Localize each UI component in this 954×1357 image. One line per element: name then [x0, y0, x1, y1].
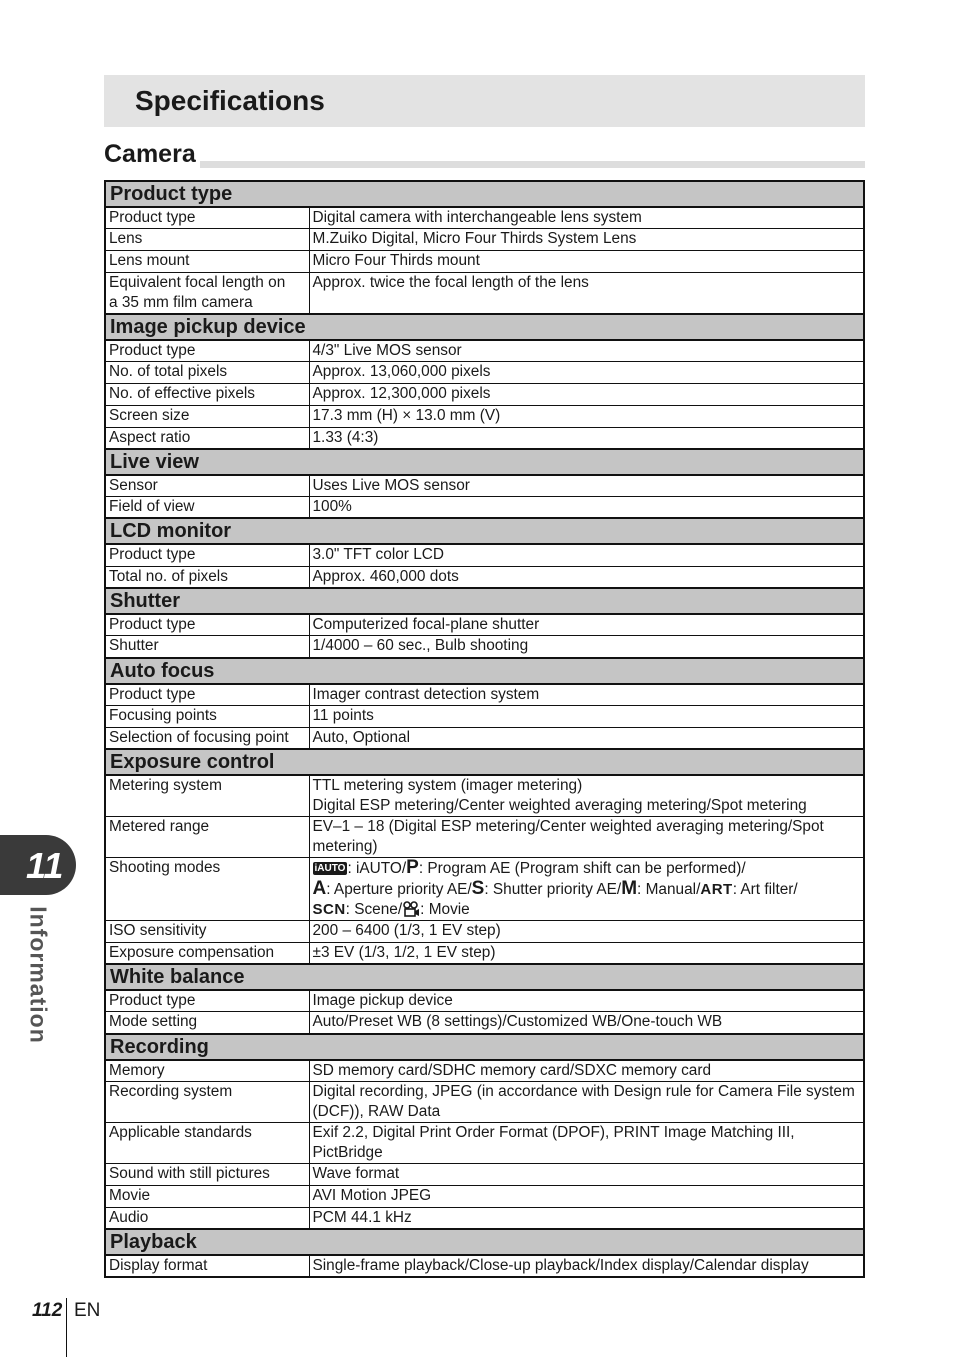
page-title: Specifications	[135, 85, 325, 116]
spec-value: Approx. 13,060,000 pixels	[309, 362, 864, 384]
group-header-row	[105, 314, 864, 340]
spec-label: Metered range	[105, 817, 309, 858]
spec-value: EV–1 – 18 (Digital ESP metering/Center weighted averaging metering/Spot metering)	[309, 817, 864, 858]
exposure-group	[105, 749, 864, 964]
spec-label: Product type	[105, 614, 309, 636]
spec-value: 11 points	[309, 705, 864, 727]
group-header-row	[105, 1229, 864, 1255]
spec-value: SD memory card/SDHC memory card/SDXC memory card	[309, 1060, 864, 1082]
shooting-modes-value	[309, 858, 864, 921]
spec-value: 17.3 mm (H) × 13.0 mm (V)	[309, 405, 864, 427]
scn-mode-icon: SCN	[312, 901, 346, 919]
spec-value: Computerized focal-plane shutter	[309, 614, 864, 636]
spec-label: Aspect ratio	[105, 427, 309, 449]
section-title: Camera	[104, 140, 200, 169]
table-row	[105, 251, 864, 273]
table-row	[105, 544, 864, 566]
spec-label: Recording system	[105, 1082, 309, 1123]
spec-value: M.Zuiko Digital, Micro Four Thirds System Lens	[309, 229, 864, 251]
spec-label: Product type	[105, 544, 309, 566]
chapter-tab	[0, 835, 76, 895]
group-title: Auto focus	[105, 658, 864, 684]
spec-value: Image pickup device	[309, 990, 864, 1012]
mode-text: : Movie	[420, 901, 470, 919]
spec-label: Lens	[105, 229, 309, 251]
table-row	[105, 475, 864, 497]
spec-value: 3.0" TFT color LCD	[309, 544, 864, 566]
spec-label: Audio	[105, 1207, 309, 1229]
table-row	[105, 705, 864, 727]
table-row	[105, 1082, 864, 1123]
spec-value: 100%	[309, 497, 864, 519]
spec-label: Equivalent focal length on a 35 mm film camera	[105, 272, 309, 314]
spec-label: Lens mount	[105, 251, 309, 273]
table-row	[105, 1207, 864, 1229]
chapter-number: 11	[26, 845, 64, 886]
group-header-row	[105, 181, 864, 207]
table-row	[105, 990, 864, 1012]
table-row	[105, 942, 864, 964]
table-row	[105, 362, 864, 384]
spec-value: Approx. 12,300,000 pixels	[309, 383, 864, 405]
spec-label: Applicable standards	[105, 1123, 309, 1164]
group-header-row	[105, 658, 864, 684]
spec-value: 4/3" Live MOS sensor	[309, 340, 864, 362]
group-title: Live view	[105, 449, 864, 475]
spec-value: Digital recording, JPEG (in accordance with Design rule for Camera File system (DCF)), RAW Data	[309, 1082, 864, 1123]
group-header-row	[105, 964, 864, 990]
group-header-row	[105, 1034, 864, 1060]
mode-text: : Art filter/	[732, 881, 798, 899]
table-row	[105, 636, 864, 658]
spec-value: Digital camera with interchangeable lens system	[309, 207, 864, 229]
footer-divider	[66, 1298, 67, 1357]
spec-value: PCM 44.1 kHz	[309, 1207, 864, 1229]
a-mode-icon: A	[312, 878, 327, 900]
table-row	[105, 272, 864, 314]
language-code: EN	[74, 1300, 101, 1321]
title-bar	[104, 75, 865, 127]
table-row	[105, 1185, 864, 1207]
spec-label: Mode setting	[105, 1012, 309, 1034]
spec-label: No. of effective pixels	[105, 383, 309, 405]
chapter-label: Information	[25, 906, 52, 1044]
spec-value: Wave format	[309, 1164, 864, 1186]
spec-label: Shutter	[105, 636, 309, 658]
art-mode-icon: ART	[700, 881, 733, 899]
group-title: White balance	[105, 964, 864, 990]
table-row	[105, 340, 864, 362]
group-title: LCD monitor	[105, 518, 864, 544]
spec-value: Uses Live MOS sensor	[309, 475, 864, 497]
table-row	[105, 1164, 864, 1186]
spec-value: Exif 2.2, Digital Print Order Format (DPOF), PRINT Image Matching III, PictBridge	[309, 1123, 864, 1164]
mode-text: : iAUTO/	[347, 860, 407, 878]
mode-text: : Manual/	[637, 881, 701, 899]
m-mode-icon: M	[621, 878, 638, 900]
table-row	[105, 427, 864, 449]
group-header-row	[105, 588, 864, 614]
mode-text: : Aperture priority AE/	[326, 881, 472, 899]
table-row	[105, 1060, 864, 1082]
spec-value: Auto/Preset WB (8 settings)/Customized WB/One-touch WB	[309, 1012, 864, 1034]
spec-value: Auto, Optional	[309, 727, 864, 749]
spec-label: Product type	[105, 684, 309, 706]
spec-value: 1/4000 – 60 sec., Bulb shooting	[309, 636, 864, 658]
spec-table-body-b	[105, 964, 864, 1277]
spec-label: Shooting modes	[105, 858, 309, 921]
spec-label: Focusing points	[105, 705, 309, 727]
table-row	[105, 921, 864, 943]
spec-value: 200 – 6400 (1/3, 1 EV step)	[309, 921, 864, 943]
table-row	[105, 727, 864, 749]
table-row	[105, 566, 864, 588]
p-mode-icon: P	[406, 857, 419, 879]
mode-text: : Program AE (Program shift can be performed)/	[418, 860, 746, 878]
group-title: Image pickup device	[105, 314, 864, 340]
spec-value: Imager contrast detection system	[309, 684, 864, 706]
spec-label: Product type	[105, 340, 309, 362]
page-number: 112	[32, 1300, 63, 1321]
s-mode-icon: S	[471, 878, 485, 900]
table-row	[105, 614, 864, 636]
spec-value: Approx. twice the focal length of the lens	[309, 272, 864, 314]
spec-label: Exposure compensation	[105, 942, 309, 964]
group-title: Playback	[105, 1229, 864, 1255]
spec-value: 1.33 (4:3)	[309, 427, 864, 449]
group-title: Product type	[105, 181, 864, 207]
spec-value: Micro Four Thirds mount	[309, 251, 864, 273]
spec-value: Approx. 460,000 dots	[309, 566, 864, 588]
section-rule	[104, 161, 865, 168]
group-header-row	[105, 518, 864, 544]
spec-label: Movie	[105, 1185, 309, 1207]
table-row	[105, 383, 864, 405]
group-header-row	[105, 449, 864, 475]
group-title: Shutter	[105, 588, 864, 614]
spec-label: Selection of focusing point	[105, 727, 309, 749]
spec-label: Metering system	[105, 775, 309, 817]
spec-value: ±3 EV (1/3, 1/2, 1 EV step)	[309, 942, 864, 964]
movie-camera-icon	[402, 901, 420, 917]
table-row	[105, 817, 864, 858]
table-row	[105, 1012, 864, 1034]
mode-text: : Shutter priority AE/	[484, 881, 622, 899]
spec-table	[104, 180, 865, 1278]
table-row	[105, 858, 864, 921]
group-header-row	[105, 749, 864, 775]
spec-label: Screen size	[105, 405, 309, 427]
spec-label: Product type	[105, 990, 309, 1012]
table-row	[105, 684, 864, 706]
table-row	[105, 207, 864, 229]
spec-label: Total no. of pixels	[105, 566, 309, 588]
spec-label: Display format	[105, 1255, 309, 1277]
mode-text: : Scene/	[345, 901, 403, 919]
table-row	[105, 1123, 864, 1164]
table-row	[105, 1255, 864, 1277]
spec-label: No. of total pixels	[105, 362, 309, 384]
spec-label: ISO sensitivity	[105, 921, 309, 943]
table-row	[105, 775, 864, 817]
section-header	[104, 140, 865, 170]
spec-value: TTL metering system (imager metering) Digital ESP metering/Center weighted averaging metering/Spot metering	[309, 775, 864, 817]
spec-label: Field of view	[105, 497, 309, 519]
group-title: Recording	[105, 1034, 864, 1060]
group-title: Exposure control	[105, 749, 864, 775]
table-row	[105, 229, 864, 251]
spec-label: Sound with still pictures	[105, 1164, 309, 1186]
spec-label: Product type	[105, 207, 309, 229]
table-row	[105, 497, 864, 519]
table-row	[105, 405, 864, 427]
iauto-mode-icon: iAUTO	[314, 863, 346, 875]
spec-value: Single-frame playback/Close-up playback/Index display/Calendar display	[309, 1255, 864, 1277]
spec-label: Sensor	[105, 475, 309, 497]
spec-table-body-a	[105, 181, 864, 749]
spec-value: AVI Motion JPEG	[309, 1185, 864, 1207]
spec-label: Memory	[105, 1060, 309, 1082]
